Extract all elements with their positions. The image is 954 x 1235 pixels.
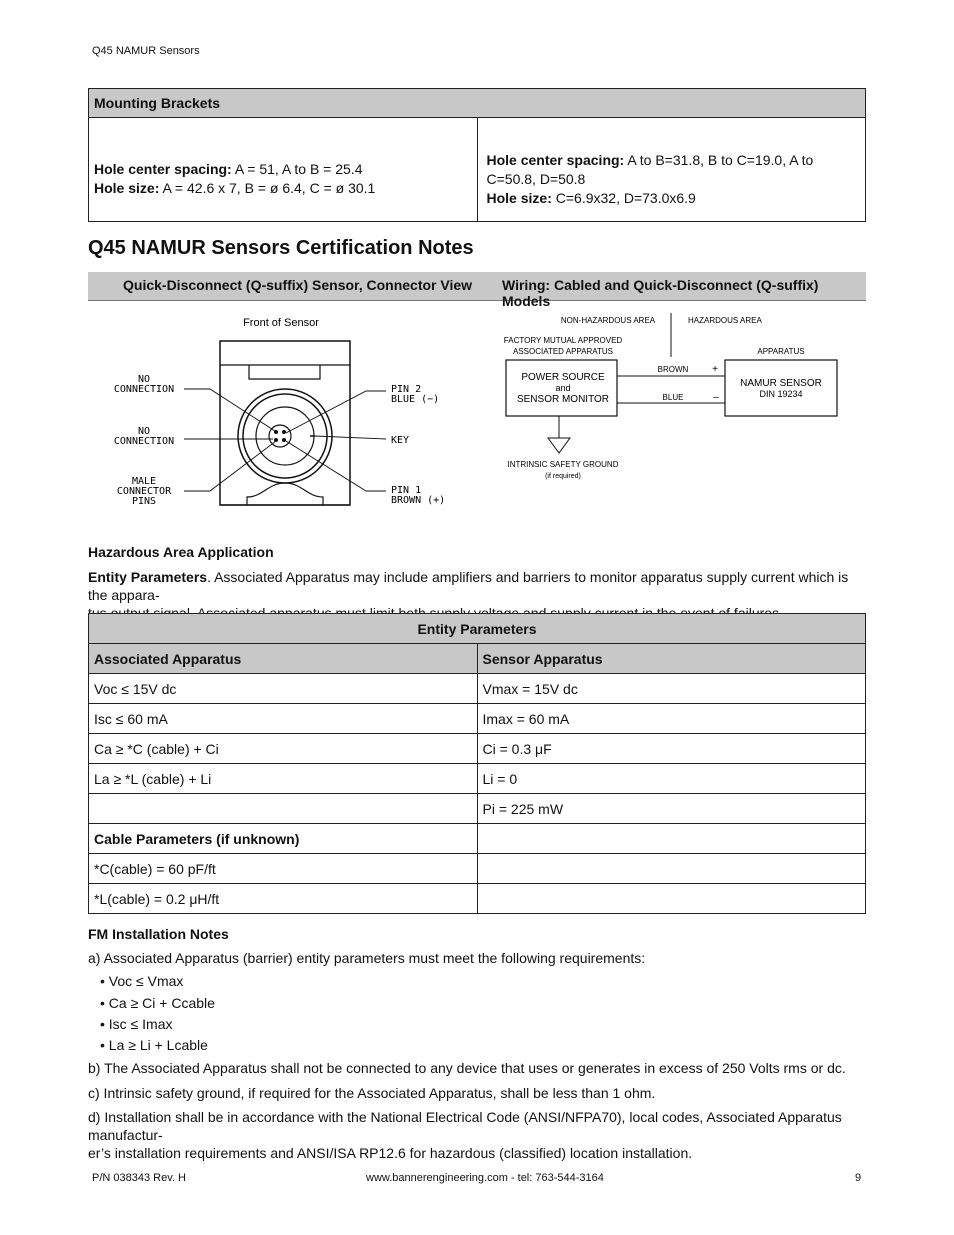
wiring-drawing xyxy=(500,305,860,495)
mounting-brackets-table xyxy=(88,88,866,222)
right-size-label: Hole size: xyxy=(486,189,552,206)
table-cell: Voc ≤ 15V dc xyxy=(89,674,478,704)
male-pins-line1: MALE xyxy=(131,476,157,487)
leader-no-connection-1 xyxy=(184,389,278,433)
no-connection-1-line2: CONNECTION xyxy=(113,384,175,395)
table-row xyxy=(89,824,866,854)
left-spacing-value: A = 51, A to B = 25.4 xyxy=(231,161,363,177)
male-pins-line3: PINS xyxy=(131,496,157,507)
list-item: • Ca ≥ Ci + Ccable xyxy=(100,995,215,1011)
power-source-line3: SENSOR MONITOR xyxy=(516,394,610,405)
table-row xyxy=(89,704,866,734)
table-cell: La ≥ *L (cable) + Li xyxy=(89,764,478,794)
table-cell: Ci = 0.3 μF xyxy=(477,734,866,764)
wiring-heading: Wiring: Cabled and Quick-Disconnect (Q-suffix) Models xyxy=(502,277,819,309)
hazardous-area-label: HAZARDOUS AREA xyxy=(688,316,762,325)
table-cell: *L(cable) = 0.2 μH/ft xyxy=(89,884,478,914)
pin-1-line1: PIN 1 xyxy=(391,485,422,496)
pin-2-line1: PIN 2 xyxy=(391,384,422,395)
brown-wire-label: BROWN xyxy=(657,365,689,374)
col-associated-apparatus: Associated Apparatus xyxy=(89,644,478,674)
entity-text-line1: . Associated Apparatus may include amplifiers and barriers to monitor apparatus supply current which is the appara- xyxy=(88,569,849,603)
namur-line1: NAMUR SENSOR xyxy=(740,378,822,389)
power-source-line1: POWER SOURCE xyxy=(521,372,605,383)
footer-website: www.bannerengineering.com - tel: 763-544-3164 xyxy=(366,1172,604,1184)
table-row xyxy=(89,734,866,764)
hazardous-heading: Hazardous Area Application xyxy=(88,544,274,560)
entity-table-title: Entity Parameters xyxy=(89,614,866,644)
namur-line2: DIN 19234 xyxy=(759,389,803,399)
housing-bottom-tab xyxy=(220,483,350,505)
table-cell: Ca ≥ *C (cable) + Ci xyxy=(89,734,478,764)
connector-drawing xyxy=(88,305,468,525)
bullet-text: La ≥ Li + Lcable xyxy=(108,1037,208,1053)
connector-diagram xyxy=(88,305,468,525)
bracket-left-cell xyxy=(89,118,478,222)
table-cell: Li = 0 xyxy=(477,764,866,794)
table-cell: *C(cable) = 60 pF/ft xyxy=(89,854,478,884)
fm-note-d-line2: er’s installation requirements and ANSI/ISA RP12.6 for hazardous (classified) location installation. xyxy=(88,1145,693,1161)
minus-sign: – xyxy=(713,392,719,403)
ground-line1: INTRINSIC SAFETY GROUND xyxy=(507,460,619,469)
blue-wire-label: BLUE xyxy=(662,393,684,402)
list-item: • Voc ≤ Vmax xyxy=(100,973,184,989)
section-title: Q45 NAMUR Sensors Certification Notes xyxy=(88,237,474,259)
right-size-value: C=6.9x32, D=73.0x6.9 xyxy=(551,189,696,206)
apparatus-label: APPARATUS xyxy=(757,347,805,356)
bullet-text: Isc ≤ Imax xyxy=(108,1016,173,1032)
table-row xyxy=(89,854,866,884)
footer-page-number: 9 xyxy=(855,1172,862,1184)
leader-pin-1 xyxy=(286,441,386,491)
non-hazardous-area-label: NON-HAZARDOUS AREA xyxy=(560,316,656,325)
bullet-text: Voc ≤ Vmax xyxy=(108,973,184,989)
no-connection-2-line1: NO xyxy=(137,426,151,437)
entity-label: Entity Parameters xyxy=(88,569,208,585)
table-row xyxy=(89,674,866,704)
table-cell xyxy=(477,854,866,884)
pin-dot xyxy=(282,438,286,442)
bracket-right-cell xyxy=(477,118,866,222)
housing-top-tab xyxy=(249,365,320,379)
pin-dot xyxy=(282,430,286,434)
list-item: • Isc ≤ Imax xyxy=(100,1016,173,1032)
table-cell xyxy=(477,824,866,854)
table-cell: Isc ≤ 60 mA xyxy=(89,704,478,734)
power-source-line2: and xyxy=(555,383,571,393)
leader-male-pins xyxy=(184,441,276,491)
mounting-brackets-title: Mounting Brackets xyxy=(89,89,866,118)
table-cell: Pi = 225 mW xyxy=(477,794,866,824)
connector-view-heading: Quick-Disconnect (Q-suffix) Sensor, Connector View xyxy=(123,277,473,293)
table-cell: Vmax = 15V dc xyxy=(477,674,866,704)
left-spacing-label: Hole center spacing: xyxy=(94,161,232,177)
no-connection-1-line1: NO xyxy=(137,374,151,385)
running-header: Q45 NAMUR Sensors xyxy=(92,45,200,57)
pin-2-line2: BLUE (−) xyxy=(391,394,440,405)
fm-note-a: a) Associated Apparatus (barrier) entity parameters must meet the following requirements: xyxy=(88,950,646,966)
fm-note-d-line1: d) Installation shall be in accordance with the National Electrical Code (ANSI/NFPA70), local codes, Associated Apparatus manufactur- xyxy=(88,1109,842,1143)
table-row xyxy=(89,884,866,914)
male-pins-line2: CONNECTOR xyxy=(116,486,172,497)
left-size-value: A = 42.6 x 7, B = ø 6.4, C = ø 30.1 xyxy=(159,180,376,196)
pin-1-line2: BROWN (+) xyxy=(391,495,446,506)
right-spacing-value: A to B=31.8, B to C=19.0, A to C=50.8, D=50.8 xyxy=(486,151,814,187)
diagram-header-band xyxy=(88,272,866,309)
key-label: KEY xyxy=(391,435,410,446)
fm-approved-line2: ASSOCIATED APPARATUS xyxy=(512,347,614,356)
table-row xyxy=(89,794,866,824)
front-of-sensor-label: Front of Sensor xyxy=(243,317,319,329)
table-cell xyxy=(477,884,866,914)
fm-heading: FM Installation Notes xyxy=(88,926,229,942)
bullet-text: Ca ≥ Ci + Ccable xyxy=(108,995,215,1011)
table-cell xyxy=(89,794,478,824)
fm-note-d xyxy=(88,1108,878,1162)
list-item: • La ≥ Li + Lcable xyxy=(100,1037,208,1053)
wiring-diagram xyxy=(500,305,860,495)
plus-sign: + xyxy=(712,364,718,375)
col-sensor-apparatus: Sensor Apparatus xyxy=(477,644,866,674)
fm-note-c: c) Intrinsic safety ground, if required for the Associated Apparatus, shall be less than 1 ohm. xyxy=(88,1085,656,1101)
fm-approved-line1: FACTORY MUTUAL APPROVED xyxy=(503,336,623,345)
no-connection-2-line2: CONNECTION xyxy=(113,436,175,447)
connector-face xyxy=(256,407,314,465)
table-cell: Imax = 60 mA xyxy=(477,704,866,734)
cable-parameters-heading: Cable Parameters (if unknown) xyxy=(89,824,478,854)
footer-part-number: P/N 038343 Rev. H xyxy=(92,1172,186,1184)
ground-symbol xyxy=(548,438,570,453)
fm-note-b: b) The Associated Apparatus shall not be connected to any device that uses or generates in excess of 250 Volts rms or dc. xyxy=(88,1060,846,1076)
ground-line2: (if required) xyxy=(545,473,581,480)
entity-parameters-table xyxy=(88,613,866,914)
right-spacing-label: Hole center spacing: xyxy=(486,151,625,168)
left-size-label: Hole size: xyxy=(94,180,160,196)
table-row xyxy=(89,764,866,794)
